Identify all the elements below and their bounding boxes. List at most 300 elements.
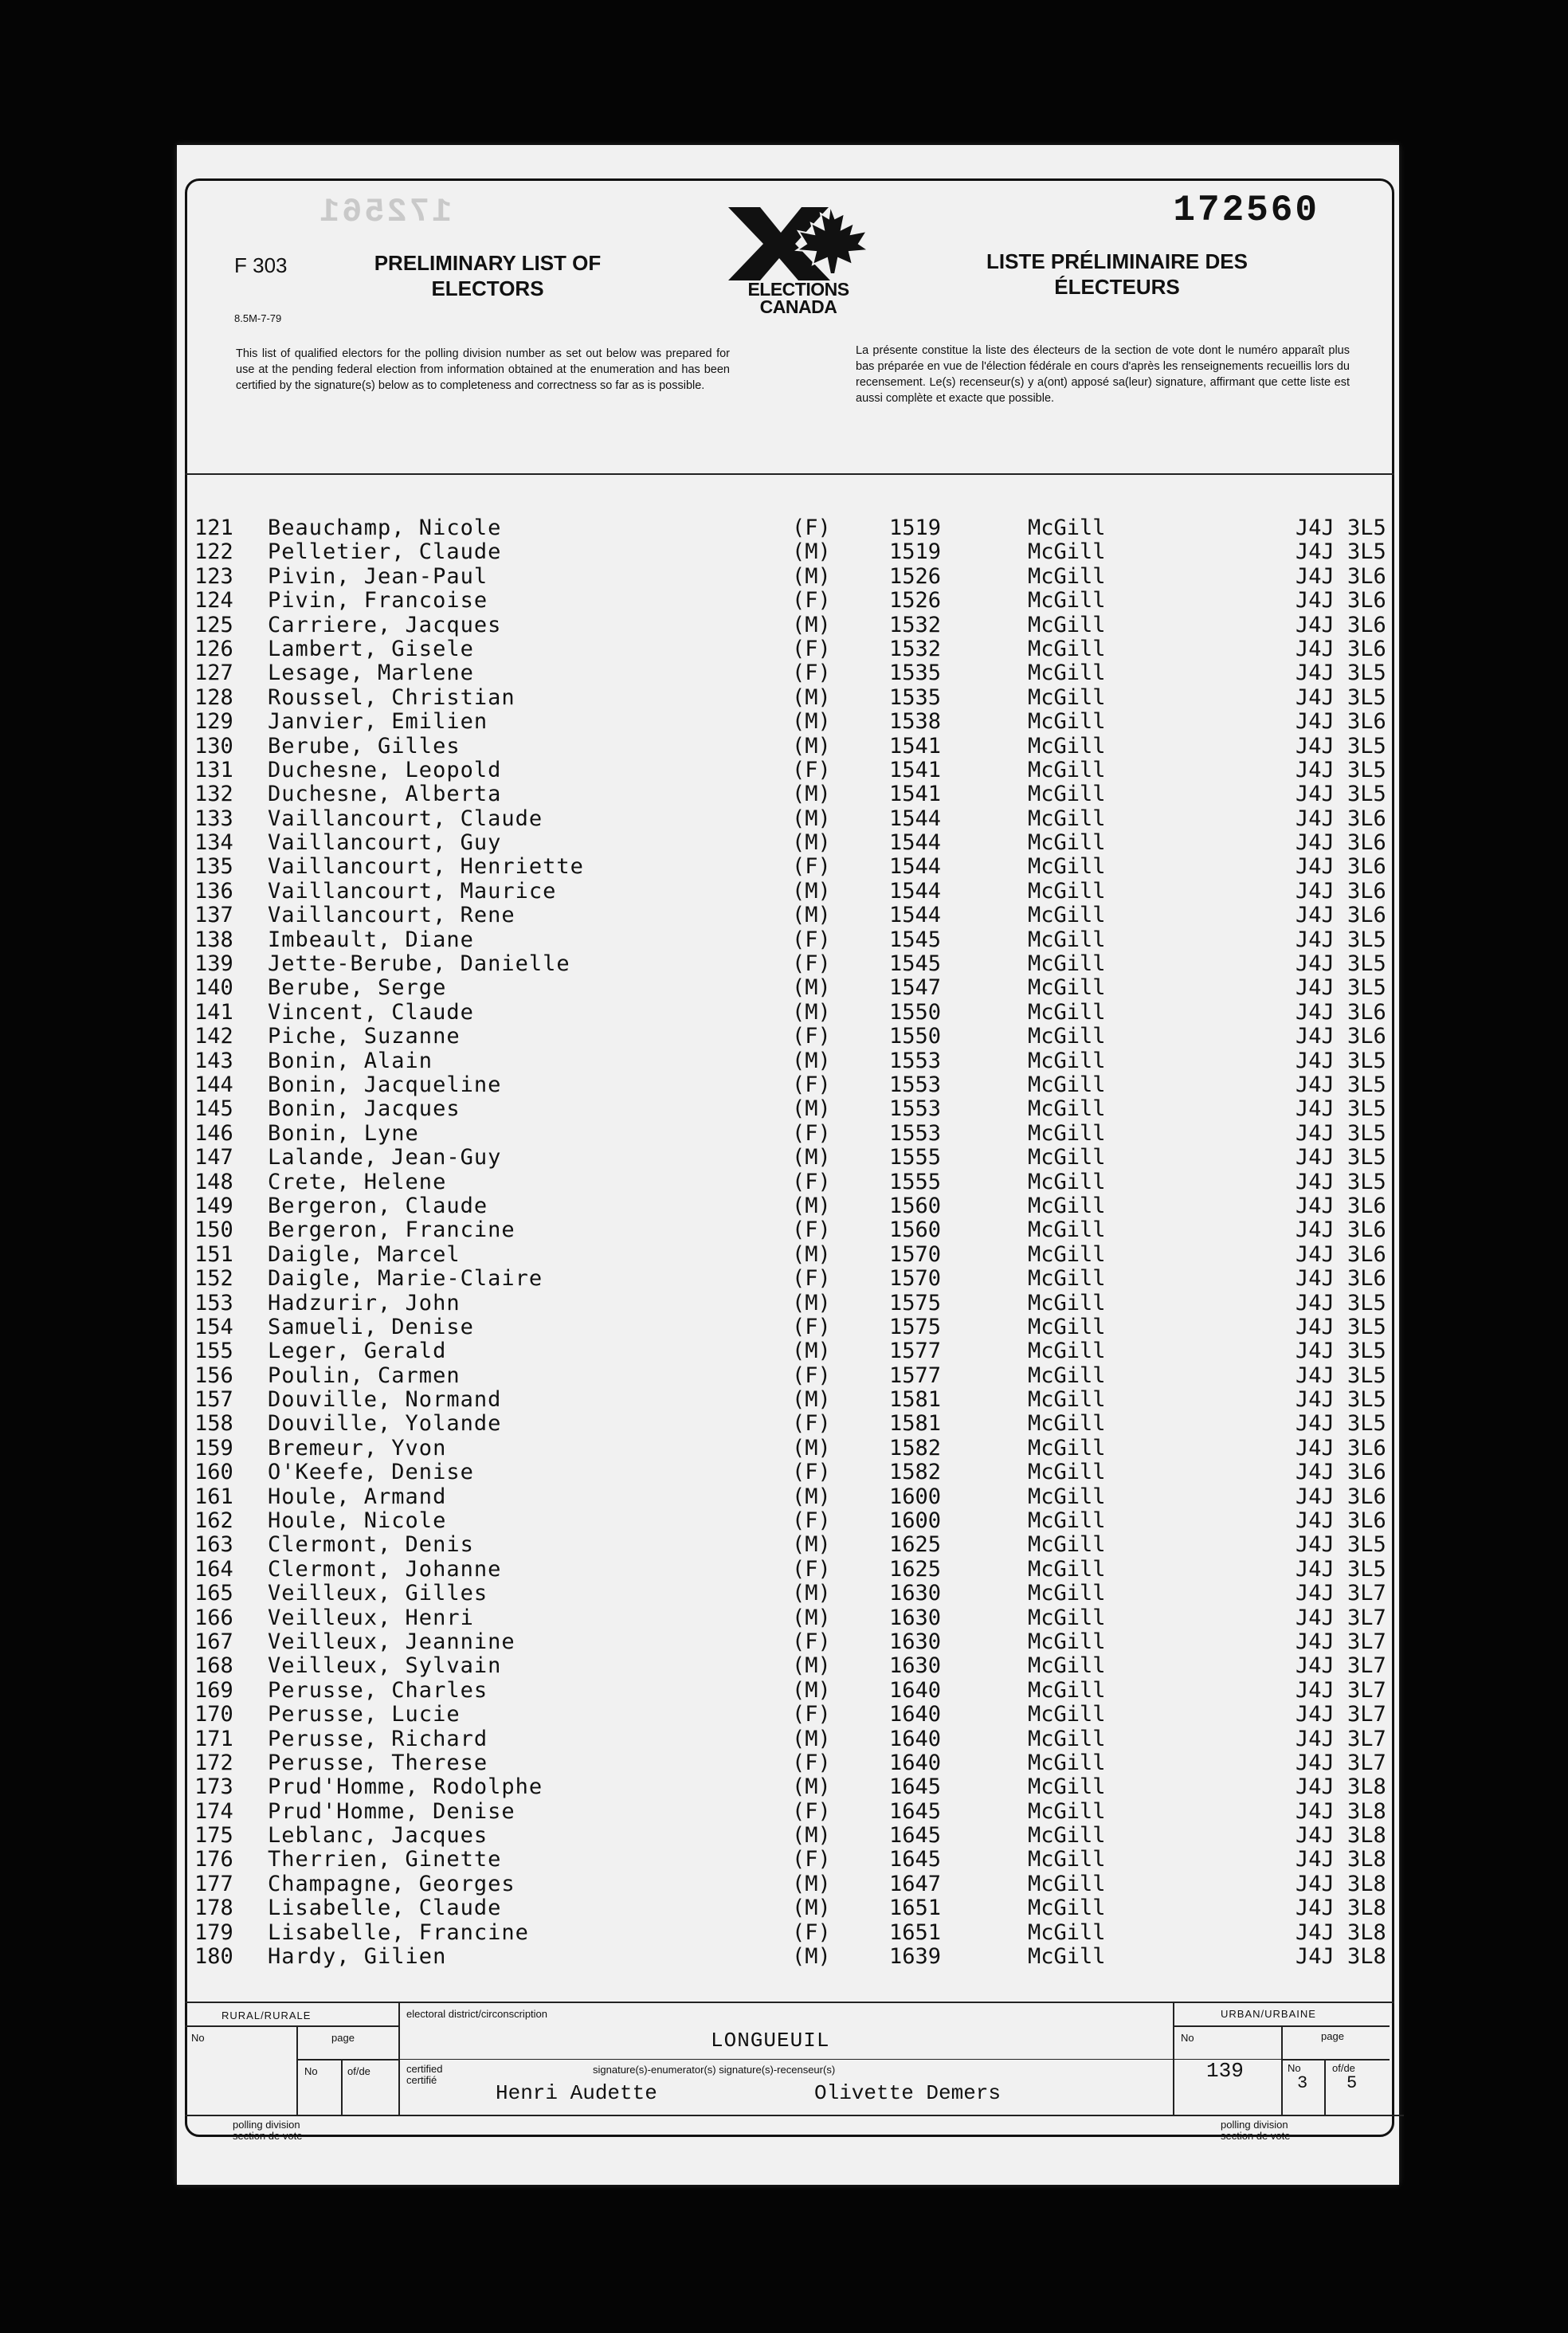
elector-sex: (M) xyxy=(792,830,831,856)
postal-code: J4J 3L7 xyxy=(1296,1581,1386,1606)
elector-name: Duchesne, Leopold xyxy=(268,757,502,782)
elector-sex: (F) xyxy=(792,636,831,661)
elector-sex: (M) xyxy=(792,1484,831,1509)
civic-number: 1535 xyxy=(889,661,942,686)
street-name: McGill xyxy=(1028,1193,1106,1218)
elector-name: Perusse, Charles xyxy=(268,1677,488,1703)
street-name: McGill xyxy=(1028,1629,1106,1654)
postal-code: J4J 3L5 xyxy=(1296,782,1386,807)
civic-number: 1575 xyxy=(889,1314,942,1339)
elector-number: 135 xyxy=(194,854,233,880)
civic-number: 1577 xyxy=(889,1339,942,1364)
elector-number: 129 xyxy=(194,709,233,735)
street-name: McGill xyxy=(1028,927,1106,952)
street-name: McGill xyxy=(1028,1241,1106,1267)
civic-number: 1630 xyxy=(889,1629,942,1654)
elector-sex: (F) xyxy=(792,1919,831,1945)
elector-number: 132 xyxy=(194,782,233,807)
elector-number: 131 xyxy=(194,757,233,782)
rural-polling-division-label: polling division section de vote xyxy=(233,2119,303,2142)
elector-sex: (F) xyxy=(792,1750,831,1775)
elector-sex: (F) xyxy=(792,757,831,782)
street-name: McGill xyxy=(1028,1096,1106,1122)
street-name: McGill xyxy=(1028,1847,1106,1872)
elector-number: 140 xyxy=(194,975,233,1001)
postal-code: J4J 3L7 xyxy=(1296,1726,1386,1751)
postal-code: J4J 3L8 xyxy=(1296,1896,1386,1921)
elector-sex: (M) xyxy=(792,1944,831,1970)
elector-sex: (M) xyxy=(792,1653,831,1679)
elector-number: 142 xyxy=(194,1024,233,1049)
footer-certification-box xyxy=(185,2002,1394,2142)
x-maple-leaf-icon xyxy=(719,202,878,282)
elector-number: 160 xyxy=(194,1460,233,1485)
elector-sex: (F) xyxy=(792,854,831,880)
elector-name: Champagne, Georges xyxy=(268,1871,515,1896)
urban-of-label: of/de xyxy=(1332,2062,1355,2074)
civic-number: 1544 xyxy=(889,830,942,856)
elector-sex: (M) xyxy=(792,1677,831,1703)
postal-code: J4J 3L6 xyxy=(1296,854,1386,880)
civic-number: 1541 xyxy=(889,782,942,807)
postal-code: J4J 3L6 xyxy=(1296,1024,1386,1049)
street-name: McGill xyxy=(1028,1145,1106,1170)
elector-number: 178 xyxy=(194,1896,233,1921)
postal-code: J4J 3L6 xyxy=(1296,1193,1386,1218)
elector-sex: (M) xyxy=(792,1096,831,1122)
page-of-number: 5 xyxy=(1347,2073,1358,2093)
elector-number: 168 xyxy=(194,1653,233,1679)
elector-name: Piche, Suzanne xyxy=(268,1024,461,1049)
civic-number: 1575 xyxy=(889,1290,942,1315)
street-name: McGill xyxy=(1028,1435,1106,1461)
civic-number: 1553 xyxy=(889,1120,942,1146)
elector-name: Carriere, Jacques xyxy=(268,612,502,637)
elector-name: Clermont, Denis xyxy=(268,1532,474,1558)
elector-name: Imbeault, Diane xyxy=(268,927,474,952)
civic-number: 1545 xyxy=(889,927,942,952)
elector-sex: (M) xyxy=(792,1726,831,1751)
postal-code: J4J 3L5 xyxy=(1296,1120,1386,1146)
elector-sex: (M) xyxy=(792,1581,831,1606)
elector-name: Prud'Homme, Rodolphe xyxy=(268,1774,543,1800)
postal-code: J4J 3L5 xyxy=(1296,927,1386,952)
elector-name: Daigle, Marie-Claire xyxy=(268,1266,543,1292)
elector-sex: (M) xyxy=(792,878,831,904)
postal-code: J4J 3L7 xyxy=(1296,1677,1386,1703)
street-name: McGill xyxy=(1028,878,1106,904)
civic-number: 1645 xyxy=(889,1774,942,1800)
elector-name: Hadzurir, John xyxy=(268,1290,461,1315)
civic-number: 1600 xyxy=(889,1484,942,1509)
civic-number: 1544 xyxy=(889,878,942,904)
elector-number: 151 xyxy=(194,1241,233,1267)
postal-code: J4J 3L6 xyxy=(1296,709,1386,735)
street-name: McGill xyxy=(1028,1363,1106,1388)
postal-code: J4J 3L5 xyxy=(1296,1363,1386,1388)
elector-name: Berube, Gilles xyxy=(268,733,461,759)
elector-number: 167 xyxy=(194,1629,233,1654)
street-name: McGill xyxy=(1028,1339,1106,1364)
elector-number: 153 xyxy=(194,1290,233,1315)
postal-code: J4J 3L5 xyxy=(1296,1290,1386,1315)
postal-code: J4J 3L6 xyxy=(1296,903,1386,928)
elector-name: Veilleux, Sylvain xyxy=(268,1653,502,1679)
street-name: McGill xyxy=(1028,636,1106,661)
elector-sex: (M) xyxy=(792,1435,831,1461)
elector-name: Veilleux, Henri xyxy=(268,1605,474,1630)
rural-of-label: of/de xyxy=(347,2065,370,2077)
street-name: McGill xyxy=(1028,1314,1106,1339)
street-name: McGill xyxy=(1028,1532,1106,1558)
polling-division-number: 139 xyxy=(1206,2059,1244,2083)
street-name: McGill xyxy=(1028,612,1106,637)
street-name: McGill xyxy=(1028,999,1106,1025)
elector-sex: (F) xyxy=(792,1629,831,1654)
elector-name: Perusse, Richard xyxy=(268,1726,488,1751)
civic-number: 1651 xyxy=(889,1896,942,1921)
postal-code: J4J 3L5 xyxy=(1296,1411,1386,1437)
elector-number: 163 xyxy=(194,1532,233,1558)
postal-code: J4J 3L6 xyxy=(1296,878,1386,904)
postal-code: J4J 3L5 xyxy=(1296,951,1386,977)
civic-number: 1581 xyxy=(889,1411,942,1437)
elector-number: 161 xyxy=(194,1484,233,1509)
elector-sex: (F) xyxy=(792,1266,831,1292)
elector-number: 152 xyxy=(194,1266,233,1292)
elector-sex: (F) xyxy=(792,951,831,977)
elector-name: Beauchamp, Nicole xyxy=(268,516,502,540)
elector-name: Duchesne, Alberta xyxy=(268,782,502,807)
elector-number: 137 xyxy=(194,903,233,928)
elector-sex: (M) xyxy=(792,806,831,831)
elector-name: Leblanc, Jacques xyxy=(268,1823,488,1849)
elector-sex: (M) xyxy=(792,1387,831,1413)
district-label: electoral district/circonscription xyxy=(406,2008,548,2020)
print-code: 8.5M-7-79 xyxy=(234,312,282,324)
postal-code: J4J 3L5 xyxy=(1296,1145,1386,1170)
civic-number: 1625 xyxy=(889,1532,942,1558)
title-english: PRELIMINARY LIST OF ELECTORS xyxy=(374,251,602,300)
elector-sex: (F) xyxy=(792,1024,831,1049)
elector-sex: (F) xyxy=(792,1072,831,1097)
postal-code: J4J 3L5 xyxy=(1296,733,1386,759)
street-name: McGill xyxy=(1028,1169,1106,1194)
elector-name: Bergeron, Claude xyxy=(268,1193,488,1218)
postal-code: J4J 3L5 xyxy=(1296,661,1386,686)
elector-sex: (F) xyxy=(792,1120,831,1146)
street-name: McGill xyxy=(1028,1508,1106,1534)
elector-sex: (F) xyxy=(792,927,831,952)
civic-number: 1560 xyxy=(889,1217,942,1243)
postal-code: J4J 3L5 xyxy=(1296,516,1386,540)
rural-page-label: page xyxy=(331,2032,355,2044)
street-name: McGill xyxy=(1028,1919,1106,1945)
street-name: McGill xyxy=(1028,1774,1106,1800)
elector-name: Daigle, Marcel xyxy=(268,1241,461,1267)
elector-number: 154 xyxy=(194,1314,233,1339)
logo-word-canada: CANADA xyxy=(759,296,837,317)
postal-code: J4J 3L6 xyxy=(1296,636,1386,661)
street-name: McGill xyxy=(1028,1605,1106,1630)
civic-number: 1553 xyxy=(889,1048,942,1073)
elector-number: 165 xyxy=(194,1581,233,1606)
postal-code: J4J 3L8 xyxy=(1296,1823,1386,1849)
elector-number: 124 xyxy=(194,588,233,614)
postal-code: J4J 3L5 xyxy=(1296,1314,1386,1339)
civic-number: 1538 xyxy=(889,709,942,735)
elector-sex: (F) xyxy=(792,1556,831,1582)
elector-number: 180 xyxy=(194,1944,233,1970)
elector-number: 157 xyxy=(194,1387,233,1413)
elector-sex: (M) xyxy=(792,563,831,589)
postal-code: J4J 3L5 xyxy=(1296,1169,1386,1194)
civic-number: 1555 xyxy=(889,1145,942,1170)
civic-number: 1570 xyxy=(889,1241,942,1267)
elector-sex: (M) xyxy=(792,1241,831,1267)
elector-sex: (M) xyxy=(792,539,831,565)
civic-number: 1577 xyxy=(889,1363,942,1388)
elector-number: 134 xyxy=(194,830,233,856)
elector-name: Bonin, Jacqueline xyxy=(268,1072,502,1097)
elector-number: 170 xyxy=(194,1702,233,1727)
street-name: McGill xyxy=(1028,830,1106,856)
elector-sex: (F) xyxy=(792,588,831,614)
elector-name: Bremeur, Yvon xyxy=(268,1435,447,1461)
elector-name: O'Keefe, Denise xyxy=(268,1460,474,1485)
civic-number: 1640 xyxy=(889,1726,942,1751)
civic-number: 1535 xyxy=(889,684,942,710)
elector-name: Leger, Gerald xyxy=(268,1339,447,1364)
civic-number: 1550 xyxy=(889,1024,942,1049)
street-name: McGill xyxy=(1028,975,1106,1001)
street-name: McGill xyxy=(1028,1798,1106,1824)
street-name: McGill xyxy=(1028,563,1106,589)
postal-code: J4J 3L6 xyxy=(1296,806,1386,831)
postal-code: J4J 3L7 xyxy=(1296,1605,1386,1630)
civic-number: 1544 xyxy=(889,903,942,928)
postal-code: J4J 3L5 xyxy=(1296,1339,1386,1364)
elector-name: Vaillancourt, Henriette xyxy=(268,854,584,880)
elector-sex: (F) xyxy=(792,1411,831,1437)
elector-number: 162 xyxy=(194,1508,233,1534)
postal-code: J4J 3L6 xyxy=(1296,1460,1386,1485)
elector-name: Vaillancourt, Maurice xyxy=(268,878,557,904)
elector-name: Berube, Serge xyxy=(268,975,447,1001)
elector-name: Hardy, Gilien xyxy=(268,1944,447,1970)
elector-name: Pivin, Jean-Paul xyxy=(268,563,488,589)
civic-number: 1600 xyxy=(889,1508,942,1534)
logo-wordmark xyxy=(719,280,878,316)
title-french: LISTE PRÉLIMINAIRE DES ÉLECTEURS xyxy=(986,249,1248,299)
electors-list-sheet xyxy=(177,145,1399,2185)
elector-number: 130 xyxy=(194,733,233,759)
elector-name: Vaillancourt, Guy xyxy=(268,830,502,856)
elector-number: 126 xyxy=(194,636,233,661)
postal-code: J4J 3L8 xyxy=(1296,1871,1386,1896)
elector-sex: (M) xyxy=(792,1339,831,1364)
postal-code: J4J 3L5 xyxy=(1296,539,1386,565)
civic-number: 1545 xyxy=(889,951,942,977)
elector-number: 175 xyxy=(194,1823,233,1849)
elector-name: Jette-Berube, Danielle xyxy=(268,951,570,977)
elector-sex: (F) xyxy=(792,1798,831,1824)
street-name: McGill xyxy=(1028,709,1106,735)
page-number: 3 xyxy=(1297,2073,1308,2093)
civic-number: 1553 xyxy=(889,1096,942,1122)
postal-code: J4J 3L5 xyxy=(1296,757,1386,782)
postal-code: J4J 3L6 xyxy=(1296,1435,1386,1461)
civic-number: 1544 xyxy=(889,854,942,880)
urban-no2-label: No xyxy=(1288,2062,1301,2074)
street-name: McGill xyxy=(1028,1726,1106,1751)
street-name: McGill xyxy=(1028,539,1106,565)
elector-number: 138 xyxy=(194,927,233,952)
elector-number: 133 xyxy=(194,806,233,831)
elector-name: Houle, Armand xyxy=(268,1484,447,1509)
elector-name: Clermont, Johanne xyxy=(268,1556,502,1582)
elector-sex: (M) xyxy=(792,612,831,637)
elector-sex: (M) xyxy=(792,1896,831,1921)
civic-number: 1532 xyxy=(889,636,942,661)
street-name: McGill xyxy=(1028,1581,1106,1606)
elector-sex: (F) xyxy=(792,1363,831,1388)
elector-number: 147 xyxy=(194,1145,233,1170)
civic-number: 1555 xyxy=(889,1169,942,1194)
logo-word-elections: ELECTIONS xyxy=(747,279,849,300)
elector-sex: (M) xyxy=(792,1871,831,1896)
elector-name: Samueli, Denise xyxy=(268,1314,474,1339)
elector-name: Prud'Homme, Denise xyxy=(268,1798,515,1824)
elector-number: 121 xyxy=(194,516,233,540)
elector-name: Perusse, Therese xyxy=(268,1750,488,1775)
elector-number: 141 xyxy=(194,999,233,1025)
district-value: LONGUEUIL xyxy=(711,2029,830,2053)
civic-number: 1640 xyxy=(889,1702,942,1727)
elector-name: Roussel, Christian xyxy=(268,684,515,710)
urban-label: URBAN/URBAINE xyxy=(1221,2008,1316,2020)
elector-name: Vincent, Claude xyxy=(268,999,474,1025)
elector-number: 173 xyxy=(194,1774,233,1800)
street-name: McGill xyxy=(1028,1072,1106,1097)
street-name: McGill xyxy=(1028,1653,1106,1679)
civic-number: 1570 xyxy=(889,1266,942,1292)
street-name: McGill xyxy=(1028,782,1106,807)
civic-number: 1532 xyxy=(889,612,942,637)
elector-sex: (F) xyxy=(792,1217,831,1243)
elector-sex: (M) xyxy=(792,1145,831,1170)
urban-polling-division-label: polling division section de vote xyxy=(1221,2119,1291,2142)
street-name: McGill xyxy=(1028,1266,1106,1292)
elector-sex: (M) xyxy=(792,1290,831,1315)
intro-paragraph-french: La présente constitue la liste des électeurs de la section de vote dont le numéro apparaît plus bas préparée en vue de l'élection fédérale en cours d'après les renseignements recueillis lors du recensement. Le(s) recenseur(s) y a(ont) apposé sa(leur) signature, affirmant que cette liste est aussi complète et exacte que possible. xyxy=(856,344,1350,405)
postal-code: J4J 3L5 xyxy=(1296,1387,1386,1413)
elector-name: Houle, Nicole xyxy=(268,1508,447,1534)
form-code: F 303 xyxy=(234,253,288,277)
postal-code: J4J 3L8 xyxy=(1296,1919,1386,1945)
civic-number: 1541 xyxy=(889,733,942,759)
ghost-serial-number: 172561 xyxy=(317,193,453,231)
postal-code: J4J 3L8 xyxy=(1296,1944,1386,1970)
postal-code: J4J 3L5 xyxy=(1296,975,1386,1001)
postal-code: J4J 3L8 xyxy=(1296,1774,1386,1800)
elector-number: 143 xyxy=(194,1048,233,1073)
postal-code: J4J 3L6 xyxy=(1296,1241,1386,1267)
elector-name: Vaillancourt, Rene xyxy=(268,903,515,928)
elector-number: 149 xyxy=(194,1193,233,1218)
street-name: McGill xyxy=(1028,1944,1106,1970)
rural-label: RURAL/RURALE xyxy=(221,2010,312,2021)
street-name: McGill xyxy=(1028,1677,1106,1703)
rural-no-label: No xyxy=(191,2032,205,2044)
civic-number: 1640 xyxy=(889,1750,942,1775)
postal-code: J4J 3L6 xyxy=(1296,999,1386,1025)
elector-name: Veilleux, Gilles xyxy=(268,1581,488,1606)
elector-number: 148 xyxy=(194,1169,233,1194)
civic-number: 1645 xyxy=(889,1847,942,1872)
rural-no2-label: No xyxy=(304,2065,318,2077)
street-name: McGill xyxy=(1028,1387,1106,1413)
civic-number: 1645 xyxy=(889,1798,942,1824)
elections-canada-logo xyxy=(719,202,878,322)
elector-number: 166 xyxy=(194,1605,233,1630)
postal-code: J4J 3L5 xyxy=(1296,684,1386,710)
street-name: McGill xyxy=(1028,733,1106,759)
civic-number: 1519 xyxy=(889,516,942,540)
postal-code: J4J 3L5 xyxy=(1296,1096,1386,1122)
postal-code: J4J 3L5 xyxy=(1296,1556,1386,1582)
street-name: McGill xyxy=(1028,516,1106,540)
elector-name: Perusse, Lucie xyxy=(268,1702,461,1727)
elector-sex: (F) xyxy=(792,1702,831,1727)
street-name: McGill xyxy=(1028,661,1106,686)
street-name: McGill xyxy=(1028,1048,1106,1073)
postal-code: J4J 3L6 xyxy=(1296,588,1386,614)
elector-sex: (M) xyxy=(792,1193,831,1218)
street-name: McGill xyxy=(1028,1024,1106,1049)
elector-name: Lambert, Gisele xyxy=(268,636,474,661)
elector-sex: (F) xyxy=(792,516,831,540)
elector-number: 139 xyxy=(194,951,233,977)
postal-code: J4J 3L6 xyxy=(1296,563,1386,589)
street-name: McGill xyxy=(1028,1120,1106,1146)
elector-sex: (M) xyxy=(792,733,831,759)
postal-code: J4J 3L5 xyxy=(1296,1072,1386,1097)
civic-number: 1582 xyxy=(889,1460,942,1485)
elector-number: 155 xyxy=(194,1339,233,1364)
elector-sex: (M) xyxy=(792,1605,831,1630)
elector-number: 122 xyxy=(194,539,233,565)
elector-number: 179 xyxy=(194,1919,233,1945)
elector-sex: (M) xyxy=(792,975,831,1001)
postal-code: J4J 3L6 xyxy=(1296,1266,1386,1292)
elector-name: Pelletier, Claude xyxy=(268,539,502,565)
elector-number: 176 xyxy=(194,1847,233,1872)
elector-sex: (M) xyxy=(792,684,831,710)
postal-code: J4J 3L6 xyxy=(1296,612,1386,637)
elector-number: 164 xyxy=(194,1556,233,1582)
elector-sex: (F) xyxy=(792,661,831,686)
elector-number: 144 xyxy=(194,1072,233,1097)
civic-number: 1625 xyxy=(889,1556,942,1582)
elector-name: Douville, Yolande xyxy=(268,1411,502,1437)
civic-number: 1519 xyxy=(889,539,942,565)
civic-number: 1541 xyxy=(889,757,942,782)
signatures-label: signature(s)-enumerator(s) signature(s)-recenseur(s) xyxy=(593,2064,836,2076)
postal-code: J4J 3L7 xyxy=(1296,1750,1386,1775)
intro-paragraph-english: This list of qualified electors for the polling division number as set out below was prepared for use at the pending federal election from information obtained at the enumeration and has been certified by the signature(s) below as to completeness and correctness so far as is possible. xyxy=(236,347,730,392)
elector-number: 125 xyxy=(194,612,233,637)
